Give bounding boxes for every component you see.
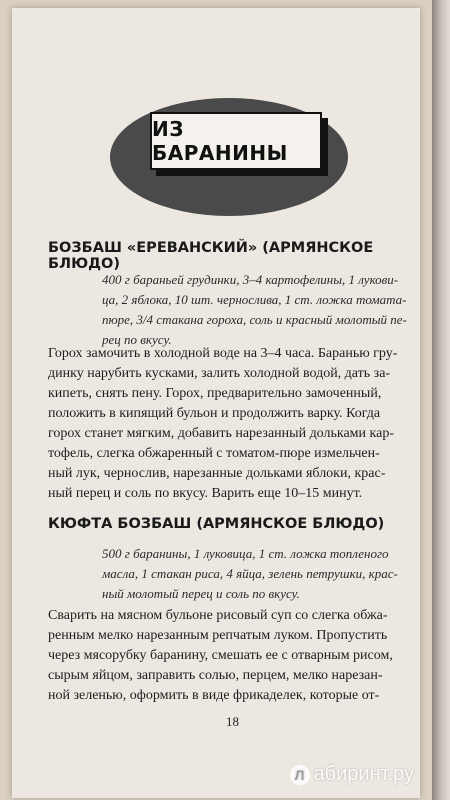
method-line: ной зеленью, оформить в виде фрикаделек, которые от- <box>48 688 380 703</box>
method-line: горох станет мягким, добавить нарезанный дольками кар- <box>48 426 394 441</box>
method-line: Горох замочить в холодной воде на 3–4 часа. Баранью гру- <box>48 346 398 361</box>
method-line: тофель, слегка обжаренный с томатом-пюре измельчен- <box>48 446 380 461</box>
method-line: ный перец и соль по вкусу. Варить еще 10–15 минут. <box>48 486 363 501</box>
method-line: через мясорубку баранину, смешать ее с отварным рисом, <box>48 648 393 663</box>
method-line: Сварить на мясном бульоне рисовый суп со слегка обжа- <box>48 608 388 623</box>
method-line: ренным мелко нарезанным репчатым луком. Пропустить <box>48 628 388 643</box>
ingredients-line: 500 г баранины, 1 луковица, 1 ст. ложка топленого <box>102 546 389 561</box>
ingredients-line: 400 г бараньей грудинки, 3–4 картофелины, 1 лукови- <box>102 272 399 287</box>
ingredients-line: ный молотый перец и соль по вкусу. <box>102 586 300 601</box>
recipe-title: КЮФТА БОЗБАШ (АРМЯНСКОЕ БЛЮДО) <box>48 516 385 532</box>
method-line: кипеть, снять пену. Горох, предварительно замоченный, <box>48 386 382 401</box>
ingredients-line: пюре, 3/4 стакана гороха, соль и красный молотый пе- <box>102 312 407 327</box>
watermark <box>290 763 415 786</box>
recipe-title: БОЗБАШ «ЕРЕВАНСКИЙ» (АРМЯНСКОЕ БЛЮДО) <box>48 240 374 272</box>
section-title-banner <box>150 112 322 170</box>
ingredients-line: масла, 1 стакан риса, 4 яйца, зелень петрушки, крас- <box>102 566 398 581</box>
book-page <box>12 8 420 798</box>
page-number: 18 <box>226 714 239 729</box>
recipe-method <box>48 606 404 706</box>
book-edge <box>432 0 450 800</box>
labirint-logo-icon: Л <box>290 765 310 785</box>
ingredients-line: рец по вкусу. <box>102 332 172 347</box>
watermark-text: абиринт.ру <box>313 763 414 785</box>
section-title: ИЗ БАРАНИНЫ <box>152 117 288 165</box>
method-line: ный лук, чернослив, нарезанные дольками яблоки, крас- <box>48 466 386 481</box>
recipe-method <box>48 344 404 504</box>
ingredients-line: ца, 2 яблока, 10 шт. чернослива, 1 ст. ложка томата- <box>102 292 407 307</box>
method-line: сырым яйцом, заправить солью, перцем, мелко нарезан- <box>48 668 383 683</box>
recipe-ingredients <box>102 544 402 604</box>
method-line: динку нарубить кусками, залить холодной водой, дать за- <box>48 366 391 381</box>
method-line: положить в кипящий бульон и продолжить варку. Когда <box>48 406 381 421</box>
recipe-ingredients <box>102 270 407 350</box>
